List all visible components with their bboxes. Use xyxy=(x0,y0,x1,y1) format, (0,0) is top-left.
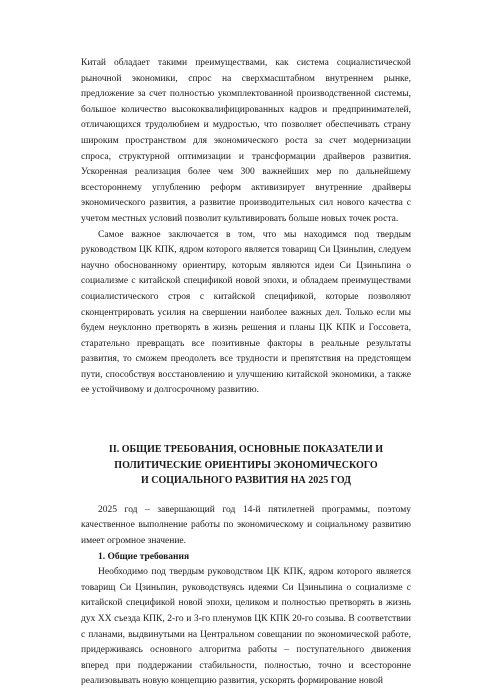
section-title-line: II. ОБЩИЕ ТРЕБОВАНИЯ, ОСНОВНЫЕ ПОКАЗАТЕЛИ И xyxy=(108,444,384,456)
body-paragraph: Самое важное заключается в том, что мы находимся под твердым руководством ЦК КПК, ядром которого является товарищ Си Цзиньпин, следуем научно обоснованному ориентиру, которым являются идеи Си Цзиньпина о социализме с китайской спецификой новой эпохи, и обладаем преимуществами социалистического строя с китайской спецификой, которые позволяют сконцентрировать усилия на свершении наиболее важных дел. Только если мы будем неуклонно претворять в жизнь решения и планы ЦК КПК и Госсовета, старательно превращать все позитивные факторы в реальные результаты развития, то сможем преодолеть все трудности и препятствия на предстоящем пути, способствуя восстановлению и улучшению китайской экономики, а также ее устойчивому и долгосрочному развитию. xyxy=(81,229,411,396)
section-title-line: И СОЦИАЛЬНОГО РАЗВИТИЯ НА 2025 ГОД xyxy=(140,475,352,487)
section-title xyxy=(81,442,411,489)
body-paragraph: Китай обладает такими преимуществами, как система социалистической рыночной экономики, спрос на сверхмасштабном внутреннем рынке, предложение за счет полностью укомплектованной производственной системы, большое количество высококвалифицированных кадров и предпринимателей, отличающихся трудолюбием и мудростью, что позволяет обеспечивать страну широким пространством для экономического роста за счет модернизации спроса, структурной оптимизации и трансформации драйверов развития. Ускоренная реализация более чем 300 важнейших мер по дальнейшему всестороннему углублению реформ активизирует внутренние драйверы экономического развития, а развитие производительных сил нового качества с учетом местных условий позволит культивировать больше новых точек роста. xyxy=(81,58,411,224)
document-page xyxy=(81,56,411,690)
body-paragraph: Необходимо под твердым руководством ЦК КПК, ядром которого является товарищ Си Цзиньпин, руководствуясь идеями Си Цзиньпина о социализме с китайской спецификой новой эпохи, целиком и полностью претворять в жизнь дух XX съезда КПК, 2-го и 3-го пленумов ЦК КПК 20-го созыва. В соответствии с планами, выдвинутыми на Центральном совещании по экономической работе, придерживаясь основного алгоритма работы – поступательного движения вперед при поддержании стабильности, полностью, точно и всесторонне реализовывать новую концепцию развития, ускорять формирование новой xyxy=(81,567,411,687)
section-title-line: ПОЛИТИЧЕСКИЕ ОРИЕНТИРЫ ЭКОНОМИЧЕСКОГО xyxy=(114,459,378,471)
intro-paragraph: 2025 год – завершающий год 14-й пятилетней программы, поэтому качественное выполнение работы по экономическому и социальному развитию имеет огромное значение. xyxy=(81,504,411,547)
subheading: 1. Общие требования xyxy=(98,551,190,562)
